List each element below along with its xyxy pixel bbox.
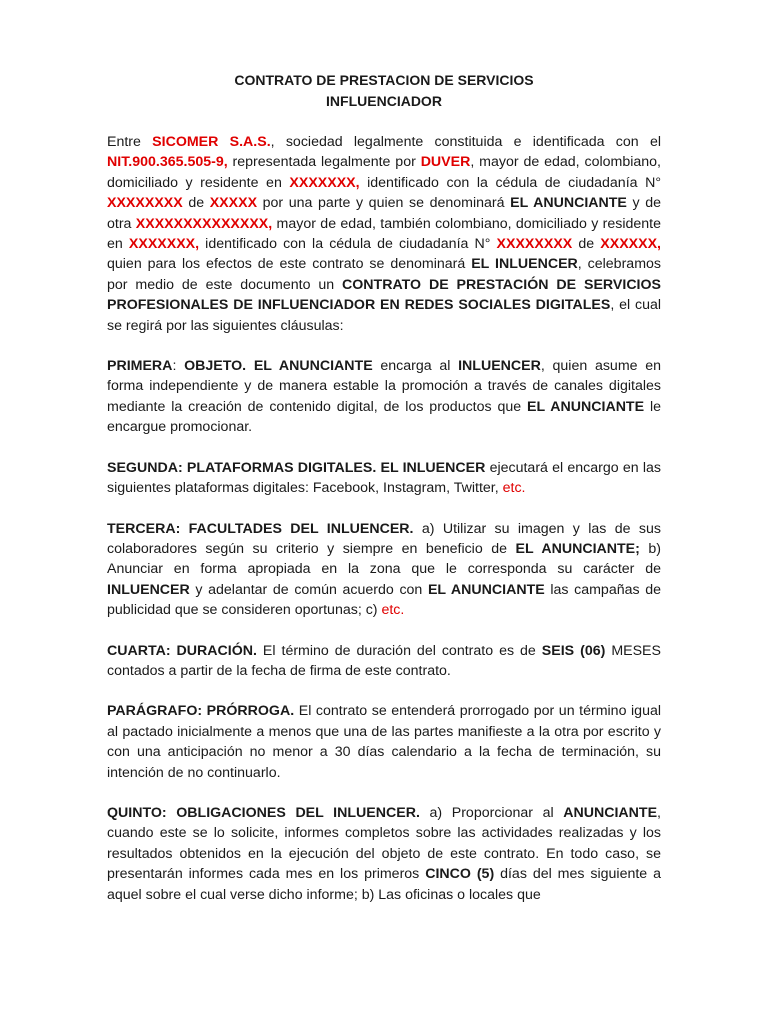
bold-term: INLUENCER xyxy=(458,358,541,375)
clause-quinto xyxy=(107,803,661,905)
text-run: identificado con la cédula de ciudadanía N° xyxy=(359,174,661,191)
text-run: y de otra xyxy=(107,195,661,232)
placeholder-field: XXXXXXXX xyxy=(496,236,573,253)
clause-cuarta xyxy=(107,641,661,682)
placeholder-field: XXXXX xyxy=(209,195,258,212)
text-run: a) Utilizar su imagen y las de sus colaboradores según su criterio y siempre en beneficio de xyxy=(107,520,661,557)
text-run: las campañas de publicidad que se consideren oportunas; c) xyxy=(107,581,662,619)
placeholder-field: SICOMER S.A.S. xyxy=(152,134,271,150)
text-run: quien para los efectos de este contrato se denominará xyxy=(107,256,472,273)
text-run: , celebramos por medio de este documento un xyxy=(107,256,661,293)
text-run: a) Proporcionar al xyxy=(419,804,564,821)
placeholder-field: NIT.900.365.505-9, xyxy=(107,154,228,171)
text-run: El contrato se entenderá prorrogado por un término igual al pactado inicialmente a menos que una de las partes manifieste a la otra por escrito y con una anticipación no menor a 30 días calendario a la fecha de terminación, su intención de no continuarlo. xyxy=(107,703,661,781)
contract-title-line-2: INFLUENCIADOR xyxy=(326,93,442,109)
bold-term: EL INLUENCER xyxy=(471,256,578,273)
text-run: encarga al xyxy=(372,358,459,375)
bold-term: EL ANUNCIANTE xyxy=(527,398,645,415)
clause-primera xyxy=(107,356,661,438)
text-run: por una parte y quien se denominará xyxy=(257,195,511,212)
text-run: , sociedad legalmente constituida e identificada con el xyxy=(270,134,661,150)
text-run: le encargue promocionar. xyxy=(107,398,661,436)
bold-term: EL ANUNCIANTE xyxy=(427,581,545,598)
clause-tercera xyxy=(107,519,661,621)
text-run: días del mes siguiente a aquel sobre el cual verse dicho informe; b) Las oficinas o locales que xyxy=(107,866,661,903)
placeholder-field: DUVER xyxy=(420,154,471,171)
placeholder-field: XXXXXXXX xyxy=(107,195,183,212)
bold-term: QUINTO: OBLIGACIONES DEL INLUENCER. xyxy=(107,804,420,821)
text-run: ejecutará el encargo en las siguientes plataformas digitales: Facebook, Instagram, Twitter, xyxy=(107,459,661,497)
clause-segunda xyxy=(107,458,661,499)
clause-paragrafo-prorroga xyxy=(107,701,661,783)
bold-term: EL ANUNCIANTE; xyxy=(515,540,640,557)
bold-term: CONTRATO DE PRESTACIÓN DE SERVICIOS PROFESIONALES DE INFLUENCIADOR EN REDES SOCIALES DIGITALES xyxy=(107,276,661,314)
placeholder-field: XXXXXXX, xyxy=(128,236,200,253)
text-run: b) Anunciar en forma apropiada en la zona que le corresponda su carácter de xyxy=(107,540,661,578)
placeholder-field: etc. xyxy=(502,480,526,497)
text-run: , mayor de edad, colombiano, domiciliado y residente en xyxy=(107,154,661,191)
placeholder-field: XXXXXXX, xyxy=(289,174,360,191)
bold-term: TERCERA: FACULTADES DEL INLUENCER. xyxy=(107,520,414,537)
bold-term: EL ANUNCIANTE xyxy=(510,195,627,212)
text-run: identificado con la cédula de ciudadanía N° xyxy=(199,236,497,253)
bold-term: CUARTA: DURACIÓN. xyxy=(107,642,257,659)
text-run: y adelantar de común acuerdo con xyxy=(189,581,428,598)
text-run: , quien asume en forma independiente y de manera estable la promoción a través de canales digitales mediante la creación de contenido digital, de los productos que xyxy=(107,358,662,415)
text-run: de xyxy=(182,195,210,212)
paragraph-parties xyxy=(107,132,661,336)
bold-term: PARÁGRAFO: PRÓRROGA. xyxy=(107,703,295,720)
text-run: representada legalmente por xyxy=(227,154,421,171)
placeholder-field: etc. xyxy=(381,602,405,619)
bold-term: SEIS (06) xyxy=(541,642,606,659)
bold-term: CINCO (5) xyxy=(425,866,495,883)
text-run: : xyxy=(172,358,185,375)
bold-term: ANUNCIANTE xyxy=(563,804,658,821)
contract-title-line-1: CONTRATO DE PRESTACION DE SERVICIOS xyxy=(234,72,534,88)
text-run: mayor de edad, también colombiano, domiciliado y residente en xyxy=(107,215,661,253)
text-run: El término de duración del contrato es de xyxy=(256,642,542,659)
placeholder-field: XXXXXXXXXXXXXX, xyxy=(135,215,273,232)
bold-term: OBJETO. EL ANUNCIANTE xyxy=(184,358,373,375)
text-run: Entre xyxy=(107,134,153,150)
bold-term: INLUENCER xyxy=(107,581,190,598)
text-run: , cuando este se lo solicite, informes completos sobre las actividades realizadas y los resultados obtenidos en la ejecución del objeto de este contrato. En todo caso, se presentarán informes cada mes en los primeros xyxy=(107,804,661,883)
bold-term: SEGUNDA: PLATAFORMAS DIGITALES. EL INLUENCER xyxy=(107,459,486,476)
text-run: de xyxy=(572,236,601,253)
placeholder-field: XXXXXX, xyxy=(600,236,661,253)
text-run: MESES contados a partir de la fecha de firma de este contrato. xyxy=(107,642,661,679)
bold-term: PRIMERA xyxy=(107,358,173,375)
text-run: , el cual se regirá por las siguientes cláusulas: xyxy=(107,297,661,334)
